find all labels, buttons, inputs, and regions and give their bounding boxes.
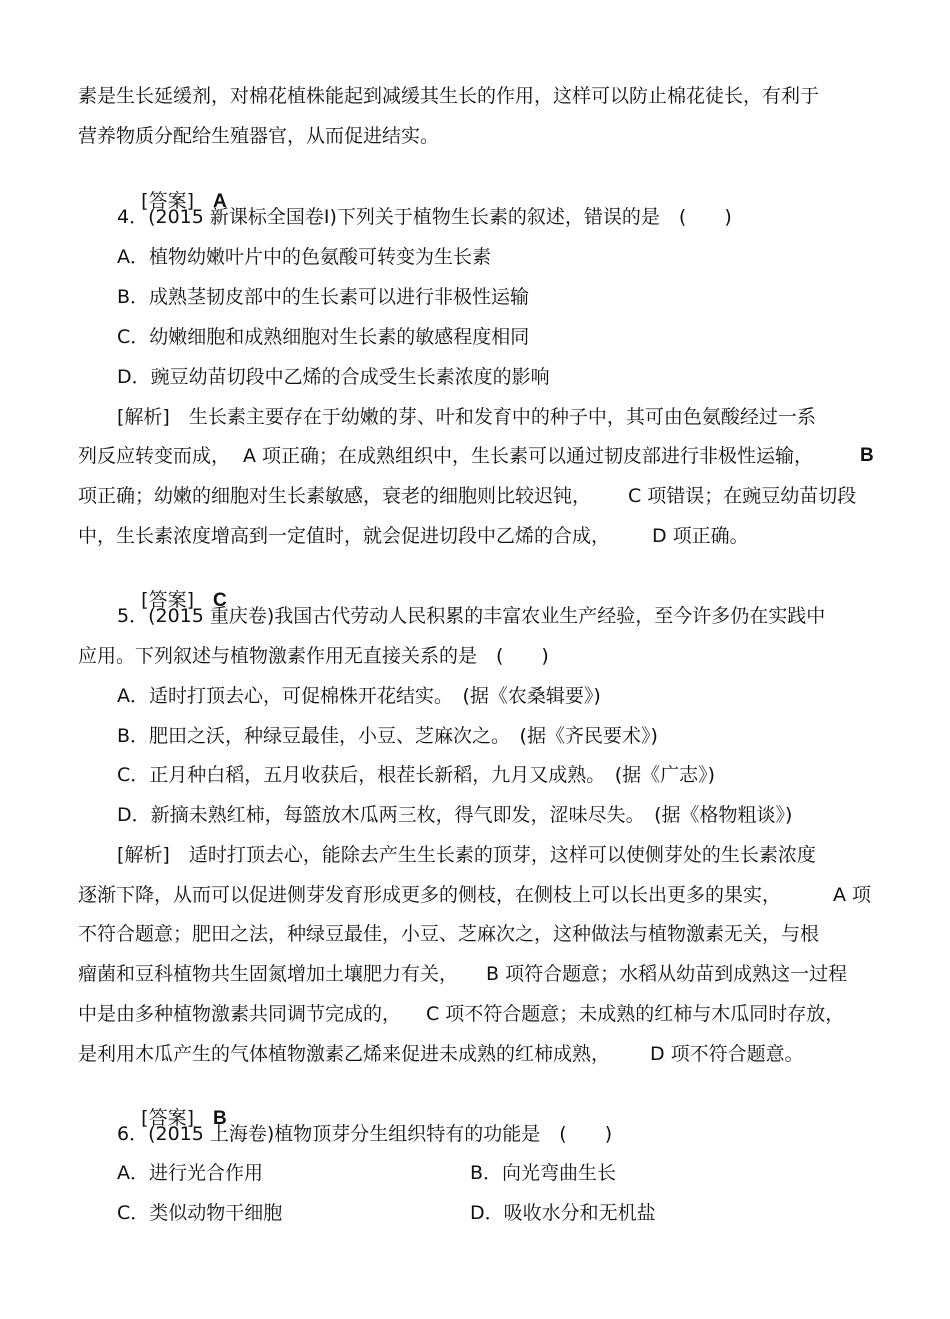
- question-5-analysis-line-3: 不符合题意；肥田之法，种绿豆最佳，小豆、芝麻次之，这种做法与植物激素无关，与根: [78, 923, 820, 945]
- question-6-option-b: B．向光弯曲生长: [470, 1162, 617, 1184]
- question-5-stem-line-2: 应用。下列叙述与植物激素作用无直接关系的是 ( ): [78, 645, 549, 667]
- question-5-option-b: B．肥田之沃，种绿豆最佳，小豆、芝麻次之。 (据《齐民要术》): [117, 725, 658, 747]
- answer-3: [117, 165, 227, 212]
- question-5-option-d: D．新摘未熟红柿，每篮放木瓜两三枚，得气即发，涩味尽失。 (据《格物粗谈》): [117, 804, 793, 826]
- question-5-stem-line-1: 5．(2015 重庆卷)我国古代劳动人民积累的丰富农业生产经验，至今许多仍在实践中: [117, 605, 826, 627]
- question-4-analysis-line-2c: B: [860, 445, 874, 466]
- question-5-analysis-line-6a: 是利用木瓜产生的气体植物激素乙烯来促进未成熟的红柿成熟，: [78, 1043, 611, 1065]
- answer-4: [117, 564, 227, 611]
- question-5-analysis-line-5a: 中是由多种植物激素共同调节完成的，: [78, 1003, 402, 1025]
- question-4-analysis-line-2b: A 项正确；在成熟组织中，生长素可以通过韧皮部进行非极性运输，: [243, 445, 814, 467]
- question-5-analysis-line-2a: 逐渐下降，从而可以促进侧芽发育形成更多的侧枝，在侧枝上可以长出更多的果实，: [78, 884, 782, 906]
- question-4-analysis-line-3a: 项正确；幼嫩的细胞对生长素敏感，衰老的细胞则比较迟钝，: [78, 485, 592, 507]
- question-4-analysis-line-3b: C 项错误；在豌豆幼苗切段: [628, 485, 857, 507]
- question-5-analysis-line-1: [解析] 适时打顶去心，能除去产生生长素的顶芽，这样可以使侧芽处的生长素浓度: [117, 844, 816, 866]
- question-5-analysis-line-5b: C 项不符合题意；未成熟的红柿与木瓜同时存放，: [426, 1003, 845, 1025]
- question-4-stem: 4．(2015 新课标全国卷Ⅰ)下列关于植物生长素的叙述，错误的是 ( ): [117, 206, 732, 228]
- question-5-option-c: C．正月种白稻，五月收获后，根茬长新稻，九月又成熟。 (据《广志》): [117, 764, 716, 786]
- question-5-analysis-line-4b: B 项符合题意；水稻从幼苗到成熟这一过程: [486, 963, 848, 985]
- answer-value: C: [213, 590, 227, 611]
- answer-label: [答案]: [141, 1107, 194, 1129]
- intro-line-1: 素是生长延缓剂，对棉花植株能起到减缓其生长的作用，这样可以防止棉花徒长，有利于: [78, 85, 820, 107]
- question-4-analysis-line-4a: 中，生长素浓度增高到一定值时，就会促进切段中乙烯的合成，: [78, 525, 611, 547]
- answer-value: B: [213, 1108, 227, 1129]
- question-6-option-d: D．吸收水分和无机盐: [470, 1202, 656, 1224]
- question-4-analysis-line-1: [解析] 生长素主要存在于幼嫩的芽、叶和发育中的种子中，其可由色氨酸经过一系: [117, 406, 816, 428]
- intro-line-2: 营养物质分配给生殖器官，从而促进结实。: [78, 125, 440, 147]
- question-4-option-b: B．成熟茎韧皮部中的生长素可以进行非极性运输: [117, 286, 530, 308]
- question-4-option-c: C．幼嫩细胞和成熟细胞对生长素的敏感程度相同: [117, 326, 530, 348]
- question-6-option-c: C．类似动物干细胞: [117, 1202, 283, 1224]
- question-5-analysis-line-6b: D 项不符合题意。: [650, 1043, 804, 1065]
- question-6-option-a: A．进行光合作用: [117, 1162, 263, 1184]
- question-4-option-a: A．植物幼嫩叶片中的色氨酸可转变为生长素: [117, 246, 491, 268]
- question-5-analysis-line-2b: A 项: [833, 884, 872, 906]
- question-4-analysis-line-4b: D 项正确。: [652, 525, 749, 547]
- answer-value: A: [213, 191, 227, 212]
- answer-5: [117, 1082, 227, 1129]
- question-4-option-d: D．豌豆幼苗切段中乙烯的合成受生长素浓度的影响: [117, 366, 550, 388]
- answer-label: [答案]: [141, 190, 194, 212]
- question-5-analysis-line-4a: 瘤菌和豆科植物共生固氮增加土壤肥力有关，: [78, 963, 459, 985]
- question-4-analysis-line-2a: 列反应转变而成，: [78, 445, 231, 467]
- question-6-stem: 6．(2015 上海卷)植物顶芽分生组织特有的功能是 ( ): [117, 1123, 613, 1145]
- answer-label: [答案]: [141, 589, 194, 611]
- question-5-option-a: A．适时打顶去心，可促棉株开花结实。 (据《农桑辑要》): [117, 685, 601, 707]
